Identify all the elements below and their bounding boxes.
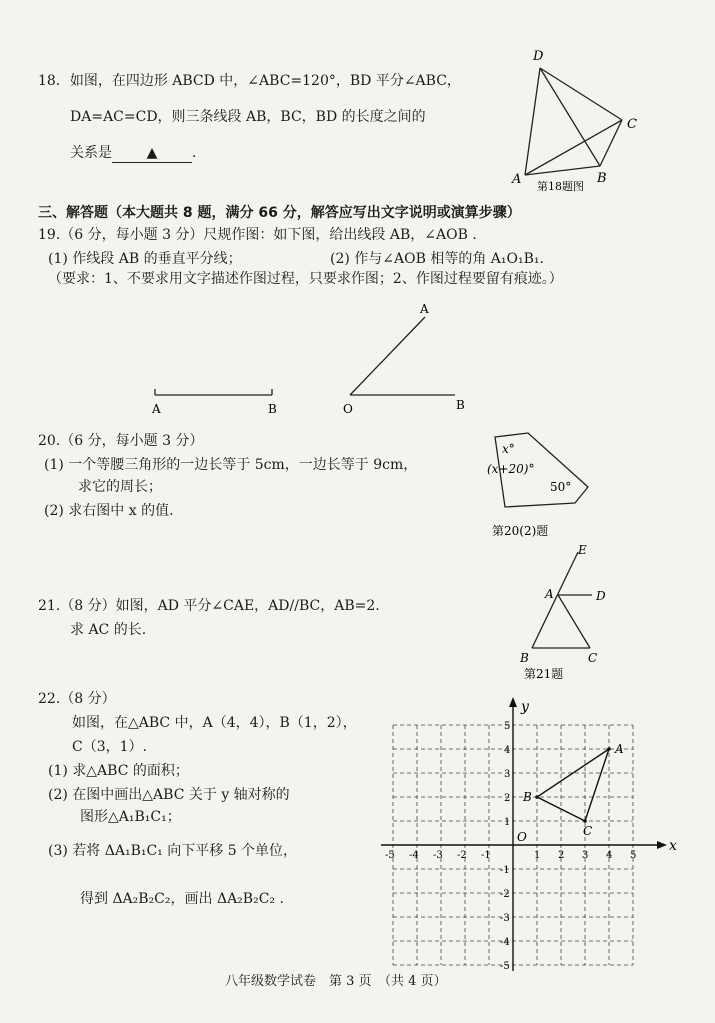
- y-tick-label: -3: [500, 913, 510, 924]
- q20-item-1-cont: 求它的周长；: [78, 479, 162, 495]
- q19-item-2: (2) 作与∠AOB 相等的角 A₁O₁B₁.: [330, 251, 544, 267]
- triangle-abc-outline: [537, 749, 609, 821]
- q18-label-d: D: [533, 49, 544, 64]
- q19-segment-label-a: A: [152, 402, 161, 416]
- q18-caption: 第18题图: [537, 180, 584, 193]
- q19-segment-label-b: B: [268, 402, 277, 416]
- q19-angle-label-a: A: [420, 302, 429, 316]
- q19-figure: [140, 295, 500, 425]
- y-tick-label: 4: [504, 745, 511, 756]
- x-axis-arrow: [657, 841, 667, 849]
- q21-label-e: E: [578, 543, 587, 557]
- q22-line-3: C（3，1）.: [72, 739, 147, 755]
- q22-item-2-cont: 图形△A₁B₁C₁；: [80, 809, 181, 825]
- q19-item-1: (1) 作线段 AB 的垂直平分线；: [48, 251, 242, 267]
- q21-label-c: C: [588, 651, 598, 665]
- q18-edge-dc: [540, 68, 622, 120]
- q20-line-1: 20.（6 分，每小题 3 分）: [38, 433, 204, 449]
- q20-angle-x: x°: [502, 442, 515, 456]
- q20-item-1: (1) 一个等腰三角形的一边长等于 5cm，一边长等于 9cm，: [44, 457, 418, 473]
- q21-line-1: 21.（8 分）如图，AD 平分∠CAE，AD//BC，AB=2.: [38, 598, 380, 614]
- grid-tick-labels: [385, 721, 636, 972]
- q21-line-ac: [558, 595, 590, 648]
- q18-label-b: B: [597, 171, 607, 186]
- q21-label-a: A: [545, 587, 554, 601]
- section-3-heading: 三、解答题（本大题共 8 题，满分 66 分，解答应写出文字说明或演算步骤）: [38, 205, 521, 221]
- q19-requirements: （要求：1、不要求用文字描述作图过程，只要求作图；2、作图过程要留有痕迹。）: [48, 271, 563, 287]
- q22-line-2: 如图，在△ABC 中，A（4，4），B（1，2），: [72, 715, 357, 731]
- origin-label: O: [517, 830, 527, 844]
- point-label-b: B: [523, 790, 532, 804]
- q22-line-1: 22.（8 分）: [38, 691, 116, 707]
- x-tick-label: 5: [630, 850, 637, 861]
- q18-edge-ab: [525, 166, 600, 175]
- q21-line-2: 求 AC 的长.: [70, 622, 147, 638]
- y-axis-arrow: [509, 697, 517, 707]
- q21-line-ea: [532, 552, 578, 648]
- q20-angle-x-plus-20: (x+20)°: [487, 462, 535, 476]
- q21-caption: 第21题: [524, 667, 564, 681]
- q22-item-2: (2) 在图中画出△ABC 关于 y 轴对称的: [48, 787, 290, 803]
- q22-item-3: (3) 若将 ΔA₁B₁C₁ 向下平移 5 个单位，: [48, 843, 298, 859]
- q19-ray-oa: [350, 317, 425, 395]
- x-tick-label: 1: [534, 850, 541, 861]
- q22-item-3-cont: 得到 ΔA₂B₂C₂，画出 ΔA₂B₂C₂ .: [80, 891, 284, 907]
- q20-figure: [470, 425, 610, 545]
- point-c: [583, 819, 587, 823]
- y-tick-label: 3: [504, 769, 511, 780]
- q20-item-2: (2) 求右图中 x 的值.: [44, 503, 174, 519]
- q18-line-3-suffix: .: [192, 145, 197, 161]
- x-tick-label: 4: [606, 850, 613, 861]
- y-tick-label: 5: [504, 721, 511, 732]
- point-label-a: A: [615, 742, 624, 756]
- q22-item-1: (1) 求△ABC 的面积；: [48, 763, 189, 779]
- y-axis-label: y: [521, 699, 529, 715]
- y-tick-label: 1: [504, 817, 511, 828]
- page-footer: 八年级数学试卷 第 3 页 （共 4 页）: [225, 974, 447, 989]
- q19-angle-label-b: B: [456, 398, 465, 412]
- x-tick-label: -4: [409, 850, 419, 861]
- y-tick-label: 2: [504, 793, 511, 804]
- x-tick-label: -3: [433, 850, 443, 861]
- q18-label-a: A: [512, 172, 522, 187]
- q21-label-d: D: [596, 589, 606, 603]
- q18-figure: [505, 40, 655, 195]
- point-label-c: C: [583, 824, 593, 838]
- q18-line-2: DA=AC=CD，则三条线段 AB，BC，BD 的长度之间的: [70, 109, 426, 125]
- y-tick-label: -5: [500, 961, 510, 972]
- y-tick-label: -4: [500, 937, 510, 948]
- x-tick-label: -5: [385, 850, 395, 861]
- point-a: [607, 747, 611, 751]
- q20-angle-50: 50°: [550, 480, 572, 494]
- x-axis-label: x: [669, 838, 677, 854]
- q20-caption: 第20(2)题: [492, 524, 549, 538]
- point-b: [535, 795, 539, 799]
- y-tick-label: -1: [500, 865, 510, 876]
- q18-line-3: [70, 144, 196, 163]
- q18-edge-ac: [525, 120, 622, 175]
- x-tick-label: 2: [558, 850, 565, 861]
- q21-figure: [510, 540, 620, 680]
- y-tick-label: -2: [500, 889, 510, 900]
- q18-line-3-prefix: 关系是: [70, 145, 112, 161]
- q18-edge-db: [540, 68, 600, 166]
- q18-edge-da: [525, 68, 540, 175]
- q19-angle-label-o: O: [343, 402, 353, 416]
- x-tick-label: -2: [457, 850, 467, 861]
- x-tick-label: -1: [481, 850, 491, 861]
- q18-line-1: 18．如图，在四边形 ABCD 中，∠ABC=120°，BD 平分∠ABC，: [38, 73, 461, 89]
- q18-label-c: C: [627, 117, 637, 132]
- q18-answer-blank: ▲: [112, 144, 192, 163]
- x-tick-label: 3: [582, 850, 589, 861]
- q22-coordinate-grid: [378, 695, 677, 980]
- q21-label-b: B: [520, 651, 529, 665]
- q19-line-1: 19.（6 分，每小题 3 分）尺规作图：如下图，给出线段 AB，∠AOB .: [38, 227, 477, 243]
